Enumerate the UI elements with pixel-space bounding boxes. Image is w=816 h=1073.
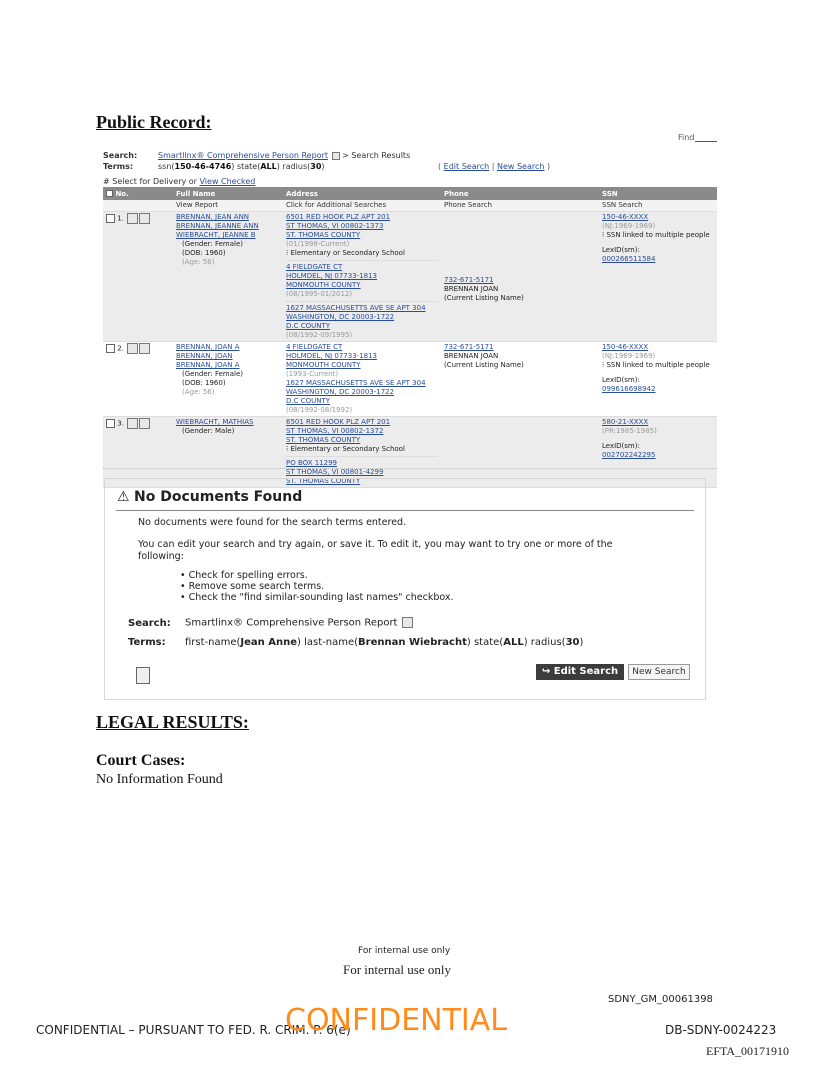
arrow-icon: ↪	[541, 666, 554, 677]
terms-text: )	[579, 637, 584, 648]
search-trail: > Search Results	[339, 151, 411, 160]
report-icon[interactable]	[127, 343, 138, 354]
internal-use-small: For internal use only	[358, 946, 451, 956]
address-line[interactable]: 6501 RED HOOK PLZ APT 201	[286, 213, 391, 221]
ssn-cell	[599, 417, 717, 488]
panel-search-row	[128, 617, 413, 629]
view-checked-link[interactable]: View Checked	[199, 177, 256, 186]
title-rule	[116, 510, 694, 511]
search-product-link[interactable]: Smartlinx® Comprehensive Person Report	[158, 151, 328, 160]
name-link[interactable]: BRENNAN, JEANNE ANN	[176, 222, 259, 230]
bates-number-efta: EFTA_00171910	[706, 1044, 790, 1058]
warning-icon: ⁝	[602, 231, 607, 239]
lexid-link[interactable]: 000266511584	[602, 255, 656, 263]
terms-radius: 30	[310, 162, 322, 171]
suggestion-list	[180, 570, 454, 603]
list-item: • Check the "find similar-sounding last names" checkbox.	[180, 592, 454, 603]
county-link[interactable]: ST. THOMAS COUNTY	[286, 477, 361, 485]
ssn-warning	[602, 231, 714, 240]
person-icon[interactable]	[139, 418, 150, 429]
header-full-name: Full Name	[173, 187, 283, 200]
phone-listing-type: (Current Listing Name)	[444, 361, 524, 369]
ssn-cell	[599, 212, 717, 342]
separator: |	[489, 162, 497, 171]
warning-text: SSN linked to multiple people	[606, 361, 710, 369]
lexid-label: LexID(sm):	[602, 376, 640, 384]
public-record-heading: Public Record:	[96, 112, 212, 132]
row-checkbox[interactable]	[106, 214, 115, 223]
subheader-view-report[interactable]: View Report	[173, 200, 283, 212]
name-link[interactable]: BRENNAN, JOAN	[176, 352, 233, 360]
county-link[interactable]: MONMOUTH COUNTY	[286, 281, 361, 289]
terms-last-name: Brennan Wiebracht	[358, 637, 467, 648]
confidential-stamp: CONFIDENTIAL	[285, 1003, 508, 1038]
address-cell	[283, 417, 441, 488]
header-ssn: SSN	[599, 187, 717, 200]
terms-first-name: Jean Anne	[240, 637, 298, 648]
address-line[interactable]: 4 FIELDGATE CT	[286, 343, 343, 351]
report-icon[interactable]	[127, 418, 138, 429]
county-link[interactable]: MONMOUTH COUNTY	[286, 361, 361, 369]
address-cell	[283, 342, 441, 417]
ssn-issued: (PR:1985-1985)	[602, 427, 657, 435]
address-dates: (1993-Current)	[286, 370, 339, 378]
address-line[interactable]: 1627 MASSACHUSETTS AVE SE APT 304	[286, 379, 426, 387]
no-information-text: No Information Found	[96, 772, 223, 787]
select-all-checkbox[interactable]	[106, 190, 113, 197]
terms-text: ) radius(	[276, 162, 311, 171]
header-phone: Phone	[441, 187, 599, 200]
terms-text: )	[321, 162, 325, 171]
person-icon[interactable]	[139, 213, 150, 224]
ssn-link[interactable]: 150-46-XXXX	[602, 213, 649, 221]
address-line[interactable]: HOLMDEL, NJ 07733-1813	[286, 272, 378, 280]
document-icon[interactable]	[136, 667, 150, 684]
results-table	[103, 187, 717, 488]
address-line[interactable]: 6501 RED HOOK PLZ APT 201	[286, 418, 391, 426]
row-checkbox[interactable]	[106, 419, 115, 428]
address-note	[286, 249, 438, 258]
terms-state: ALL	[260, 162, 277, 171]
address-line[interactable]: 1627 MASSACHUSETTS AVE SE APT 304	[286, 301, 438, 313]
school-icon: ⁝	[286, 249, 291, 257]
name-link[interactable]: BRENNAN, JOAN A	[176, 361, 240, 369]
panel-terms-label: Terms:	[128, 637, 166, 648]
note-text: Elementary or Secondary School	[290, 445, 405, 453]
panel-terms-row	[128, 637, 583, 648]
address-line[interactable]: HOLMDEL, NJ 07733-1813	[286, 352, 378, 360]
internal-use-large: For internal use only	[343, 962, 451, 977]
county-link[interactable]: D.C COUNTY	[286, 397, 331, 405]
phone-number[interactable]: 732-671-5171	[444, 343, 494, 351]
header-no	[103, 187, 173, 200]
person-icon[interactable]	[139, 343, 150, 354]
new-search-link[interactable]: New Search	[496, 162, 545, 171]
school-icon: ⁝	[286, 445, 291, 453]
list-item: • Check for spelling errors.	[180, 570, 454, 581]
terms-text: ) state(	[466, 637, 504, 648]
gender: (Gender: Female)	[182, 240, 244, 248]
no-documents-message: No documents were found for the search terms entered.	[138, 517, 407, 528]
list-item: • Remove some search terms.	[180, 581, 454, 592]
edit-links	[438, 162, 550, 171]
address-dates: (08/1995-01/2012)	[286, 290, 353, 298]
county-link[interactable]: ST. THOMAS COUNTY	[286, 436, 361, 444]
gender: (Gender: Male)	[182, 427, 235, 435]
terms-text: first-name(	[185, 637, 241, 648]
subheader-ssn-search[interactable]: SSN Search	[599, 200, 717, 212]
header-address: Address	[283, 187, 441, 200]
ssn-cell	[599, 342, 717, 417]
address-dates: (08/1992-09/1995)	[286, 331, 353, 339]
confidential-notice: CONFIDENTIAL – PURSUANT TO FED. R. CRIM. P. 6(e)	[36, 1023, 351, 1037]
ssn-warning	[602, 361, 714, 370]
panel-search-label: Search:	[128, 617, 171, 629]
alert-icon: ⚠	[117, 489, 135, 505]
age: (Age: 56)	[182, 258, 215, 266]
name-cell	[173, 417, 283, 488]
table-row	[103, 417, 717, 488]
address-line[interactable]: ST THOMAS, VI 00802-1372	[286, 427, 384, 435]
search-meta-row	[103, 151, 410, 160]
lexid-link[interactable]: 099616698942	[602, 385, 656, 393]
lexid-label: LexID(sm):	[602, 442, 640, 450]
row-checkbox[interactable]	[106, 344, 115, 353]
phone-listing-type: (Current Listing Name)	[444, 294, 524, 302]
paren: )	[544, 162, 551, 171]
address-dates: (08/1992-08/1992)	[286, 406, 353, 414]
county-link[interactable]: ST. THOMAS COUNTY	[286, 231, 361, 239]
terms-text: ssn(	[158, 162, 175, 171]
bates-number-db: DB-SDNY-0024223	[665, 1023, 777, 1037]
phone-listing-name: BRENNAN JOAN	[444, 285, 499, 293]
terms-label: Terms:	[103, 162, 134, 171]
info-icon[interactable]	[402, 617, 413, 628]
phone-cell	[441, 342, 599, 417]
address-line[interactable]: WASHINGTON, DC 20003-1722	[286, 313, 395, 321]
ssn-link[interactable]: 580-21-XXXX	[602, 418, 649, 426]
phone-spacer	[444, 213, 596, 276]
phone-cell	[441, 212, 599, 342]
find-label: Find	[678, 133, 695, 142]
address-dates: (01/1998-Current)	[286, 240, 350, 248]
name-cell	[173, 342, 283, 417]
table-subheader-row	[103, 200, 717, 212]
row-number-cell	[103, 417, 173, 488]
address-note	[286, 445, 438, 454]
phone-cell	[441, 417, 599, 488]
legal-results-heading: LEGAL RESULTS:	[96, 712, 249, 732]
edit-search-button[interactable]	[536, 664, 624, 680]
header-label: No.	[115, 189, 129, 198]
age: (Age: 56)	[182, 388, 215, 396]
new-search-button[interactable]: New Search	[628, 664, 690, 680]
bates-number-sdny: SDNY_GM_00061398	[608, 994, 713, 1005]
dob: (DOB: 1960)	[182, 249, 226, 257]
row-number: 3.	[117, 419, 124, 428]
paren: (	[438, 162, 444, 171]
report-icon[interactable]	[127, 213, 138, 224]
warning-text: SSN linked to multiple people	[606, 231, 710, 239]
name-link[interactable]: BRENNAN, JOAN A	[176, 343, 240, 351]
table-row	[103, 342, 717, 417]
terms-state: ALL	[503, 637, 524, 648]
ssn-issued: (NJ:1969-1969)	[602, 222, 656, 230]
table-header-row	[103, 187, 717, 200]
search-label: Search:	[103, 151, 138, 160]
row-number-cell	[103, 342, 173, 417]
address-cell	[283, 212, 441, 342]
phone-number[interactable]: 732-671-5171	[444, 276, 494, 284]
address-line[interactable]: ST THOMAS, VI 00801-4299	[286, 468, 384, 476]
name-cell	[173, 212, 283, 342]
suggestion-intro: You can edit your search and try again, or save it. To edit it, you may want to try one or more of the following:	[138, 539, 613, 562]
terms-text: ) last-name(	[297, 637, 359, 648]
dob: (DOB: 1960)	[182, 379, 226, 387]
terms-text: ) state(	[231, 162, 261, 171]
no-documents-title	[117, 489, 302, 505]
divider	[103, 468, 717, 469]
name-link[interactable]: BRENNAN, JEAN ANN	[176, 213, 250, 221]
title-text: No Documents Found	[134, 489, 303, 505]
subheader-phone-search[interactable]: Phone Search	[441, 200, 599, 212]
address-line[interactable]: ST THOMAS, VI 00802-1373	[286, 222, 384, 230]
row-number: 2.	[117, 344, 124, 353]
lexid-link[interactable]: 002702242295	[602, 451, 656, 459]
address-line[interactable]: WASHINGTON, DC 20003-1722	[286, 388, 395, 396]
select-for-delivery	[103, 177, 255, 186]
county-link[interactable]: D.C COUNTY	[286, 322, 331, 330]
note-text: Elementary or Secondary School	[290, 249, 405, 257]
table-row	[103, 212, 717, 342]
edit-search-label: Edit Search	[553, 666, 619, 677]
gender: (Gender: Female)	[182, 370, 244, 378]
terms-meta-row	[103, 162, 325, 171]
terms-text: ) radius(	[523, 637, 566, 648]
court-cases-heading: Court Cases:	[96, 752, 186, 769]
ssn-issued: (NJ:1969-1969)	[602, 352, 656, 360]
terms-ssn: 150-46-4746	[174, 162, 232, 171]
find-box[interactable]	[678, 133, 717, 142]
subheader-no	[103, 200, 173, 212]
info-icon[interactable]	[332, 152, 340, 160]
ssn-link[interactable]: 150-46-XXXX	[602, 343, 649, 351]
row-number-cell	[103, 212, 173, 342]
edit-search-link[interactable]: Edit Search	[443, 162, 490, 171]
select-text: # Select for Delivery or	[103, 177, 200, 186]
find-input[interactable]	[695, 141, 717, 142]
name-link[interactable]: WIEBRACHT, MATHIAS	[176, 418, 254, 426]
panel-search-value: Smartlinx® Comprehensive Person Report	[185, 617, 398, 629]
name-link[interactable]: WIEBRACHT, JEANNE B	[176, 231, 256, 239]
warning-icon: ⁝	[602, 361, 607, 369]
address-line[interactable]: PO BOX 11299	[286, 456, 438, 468]
address-line[interactable]: 4 FIELDGATE CT	[286, 260, 438, 272]
phone-listing-name: BRENNAN JOAN	[444, 352, 499, 360]
terms-radius: 30	[565, 637, 580, 648]
subheader-additional-searches: Click for Additional Searches	[283, 200, 441, 212]
row-number: 1.	[117, 214, 124, 223]
lexid-label: LexID(sm):	[602, 246, 640, 254]
